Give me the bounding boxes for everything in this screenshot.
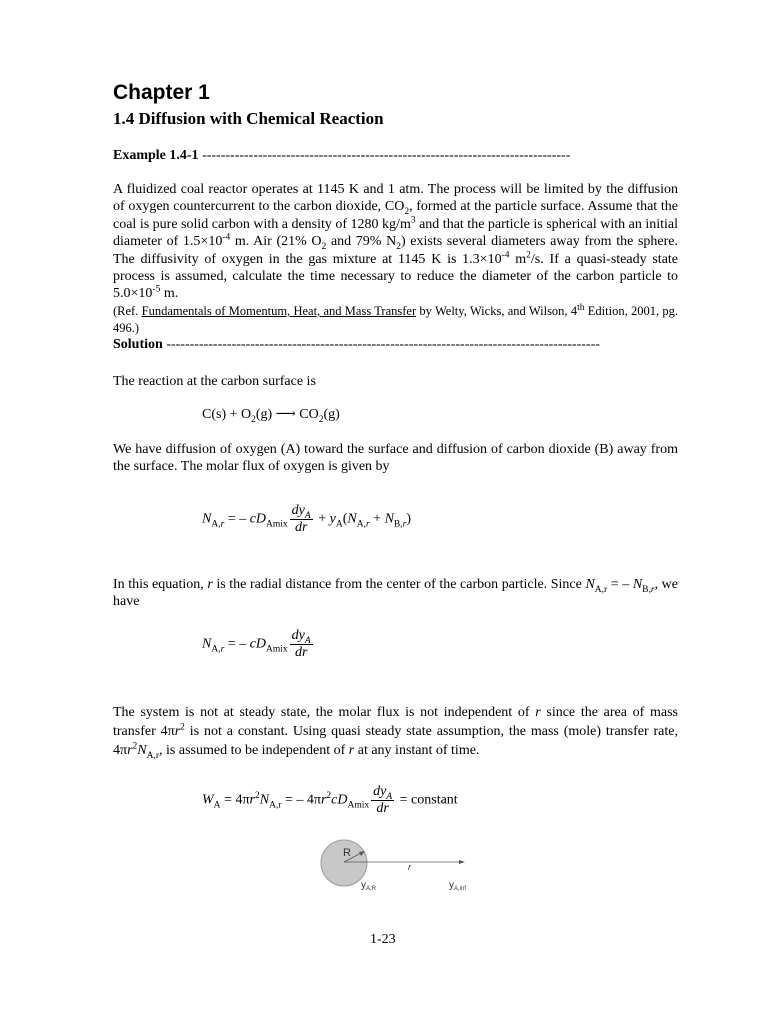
reaction-intro: The reaction at the carbon surface is [113,374,316,389]
radial-text: In this equation, r is the radial distance from the center of the carbon particle. Since $N_{A,r}$ = – $N_{B,r}$, we have [113,577,678,610]
simplified-flux-equation: $N_{A,r}$ = – $cD_{Amix}$ $\frac{dy_A}{dr}$ [202,628,311,660]
y-infinity-label: $y_{A,inf}$ [449,880,467,892]
solution-heading [113,337,600,353]
page-number: 1-23 [370,932,396,947]
flux-intro: We have diffusion of oxygen (A) toward the surface and diffusion of carbon dioxide (B) away from the surface. The molar flux of oxygen is given by [113,442,678,475]
y-surface-label: $y_{A,R}$ [361,880,377,892]
flux-equation: $N_{A,r}$ = – $cD_{Amix}$ $\frac{dy_A}{dr}$ + $y_A(N_{A,r} + N_{B,r})$ [202,503,412,535]
example-label: Example 1.4-1 [113,148,199,163]
problem-statement: A fluidized coal reactor operates at 1145 K and 1 atm. The process will be limited by the diffusion of oxygen countercurrent to the carbon dioxide, $CO_2$, formed at the particle surface. Assume that the coal is pure solid carbon with a density of 1280 $kg/m^3$ and that the particle is spherical with an initial diameter of $1.5\times 10^{-4}$ m. Air (21% $O_2$ and 79% $N_2$) exists several diameters away from the sphere. The diffusivity of oxygen in the gas mixture at 1145 K is $1.3\times 10^{-4}$ $m^2/s$. If a quasi-steady state process is assumed, calculate the time necessary to reduce the diameter of the carbon particle to $5.0\times 10^{-5}$ m. [113,182,679,302]
transfer-rate-equation: $W_A = 4\pi r^2N_{A,r}$ = – $4\pi r^2cD_{Amix}$ $\frac{dy_A}{dr}$ = constant [202,784,458,816]
solution-rule: --------------------------------------------------------------------------------------------- [166,337,600,352]
chapter-title: Chapter 1 [113,81,210,104]
reaction-equation: $C(s) + O_2(g)$ ⟶ $CO_2(g)$ [202,407,340,425]
example-heading [113,148,570,164]
r-label: r [408,862,411,872]
reference: (Ref. Fundamentals of Momentum, Heat, and Mass Transfer by Welty, Wicks, and Wilson, 4th Edition, 2001, pg. 496.) [113,302,679,335]
steady-state-text: The system is not at steady state, the molar flux is not independent of r since the area of mass transfer $4\pi r^2$ is not a constant. Using quasi steady state assumption, the mass (mole) transfer rate, $4\pi r^2N_{A,r}$, is assumed to be independent of r at any instant of time. [113,705,678,761]
radial-arrow-head [459,860,465,864]
book-title: Fundamentals of Momentum, Heat, and Mass Transfer [141,304,417,318]
example-rule: ------------------------------------------------------------------------------- [202,148,571,163]
particle-diagram [315,835,475,895]
section-title: 1.4 Diffusion with Chemical Reaction [113,109,384,128]
solution-label: Solution [113,337,163,352]
radius-label: R [343,847,351,859]
